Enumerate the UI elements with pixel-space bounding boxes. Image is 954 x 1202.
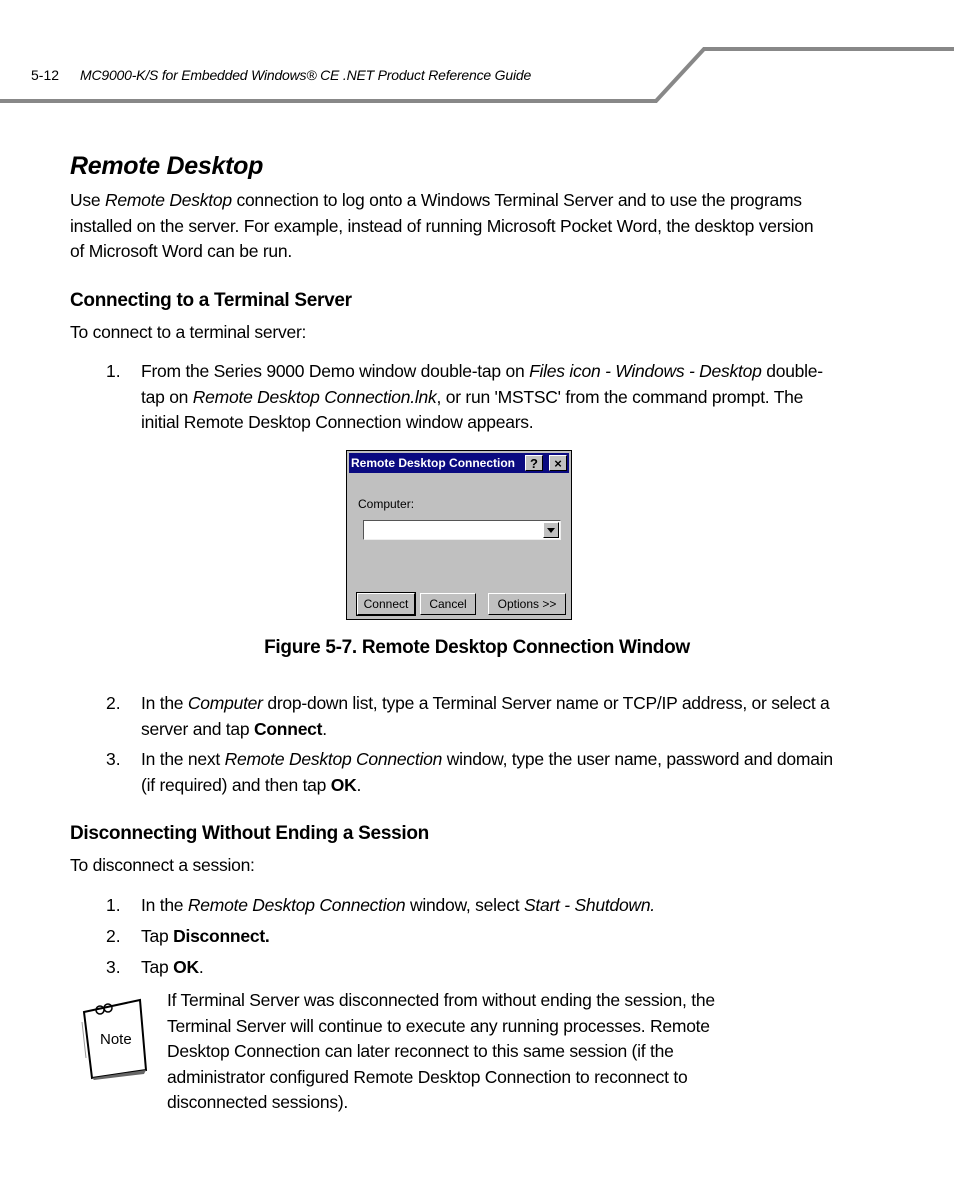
close-button[interactable]: × <box>549 455 567 471</box>
connect-step-1: From the Series 9000 Demo window double-tap on Files icon - Windows - Desktop double- tap on Remote Desktop Connection.lnk, or run 'MSTSC' from the command prompt. The initial Remote Desktop Connection window appears. <box>141 361 823 432</box>
note-icon <box>80 998 150 1080</box>
note-label: Note <box>100 1031 132 1048</box>
step-number: 2. <box>106 926 121 946</box>
figure-caption: Figure 5-7. Remote Desktop Connection Window <box>264 637 690 658</box>
dropdown-arrow-icon[interactable] <box>543 522 559 538</box>
dialog-title-bar <box>349 453 569 473</box>
remote-desktop-dialog <box>346 450 572 620</box>
disconnecting-lead: To disconnect a session: <box>70 855 255 875</box>
computer-label: Computer: <box>358 497 415 511</box>
help-button[interactable]: ? <box>525 455 543 471</box>
header-rule <box>0 0 954 110</box>
options-button[interactable]: Options >> <box>488 593 566 615</box>
connecting-lead: To connect to a terminal server: <box>70 322 307 342</box>
section-title: Remote Desktop <box>70 152 264 180</box>
connect-button[interactable]: Connect <box>357 593 415 615</box>
step-number: 1. <box>106 361 121 381</box>
step-number: 1. <box>106 895 121 915</box>
header-guide-title: MC9000-K/S for Embedded Windows® CE .NET Product Reference Guide <box>80 67 532 83</box>
cancel-button[interactable]: Cancel <box>420 593 476 615</box>
intro-paragraph: Use Remote Desktop connection to log onto a Windows Terminal Server and to use the programs installed on the server. For example, instead of running Microsoft Pocket Word, the desktop version of Microsoft Word can be run. <box>70 190 814 261</box>
step-number: 3. <box>106 957 121 977</box>
heading-disconnecting: Disconnecting Without Ending a Session <box>70 823 429 844</box>
disconnect-step-2: Tap Disconnect. <box>141 926 270 946</box>
disconnect-step-3: Tap OK. <box>141 957 204 977</box>
dialog-title: Remote Desktop Connection <box>351 456 516 470</box>
heading-connecting: Connecting to a Terminal Server <box>70 290 352 311</box>
note-text: If Terminal Server was disconnected from without ending the session, the Terminal Server will continue to execute any running processes. Remote Desktop Connection can later reconnect to this same session (if the administrator configured Remote Desktop Connection to reconnect to disconnected sessions). <box>167 990 715 1112</box>
header-page-number: 5-12 <box>31 67 60 83</box>
step-number: 3. <box>106 749 121 769</box>
step-number: 2. <box>106 693 121 713</box>
connect-step-3: In the next Remote Desktop Connection window, type the user name, password and domain (if required) and then tap OK. <box>141 749 833 795</box>
connect-step-2: In the Computer drop-down list, type a Terminal Server name or TCP/IP address, or select a server and tap Connect. <box>141 693 830 739</box>
computer-combobox[interactable] <box>363 520 561 540</box>
disconnect-step-1: In the Remote Desktop Connection window, select Start - Shutdown. <box>141 895 655 915</box>
